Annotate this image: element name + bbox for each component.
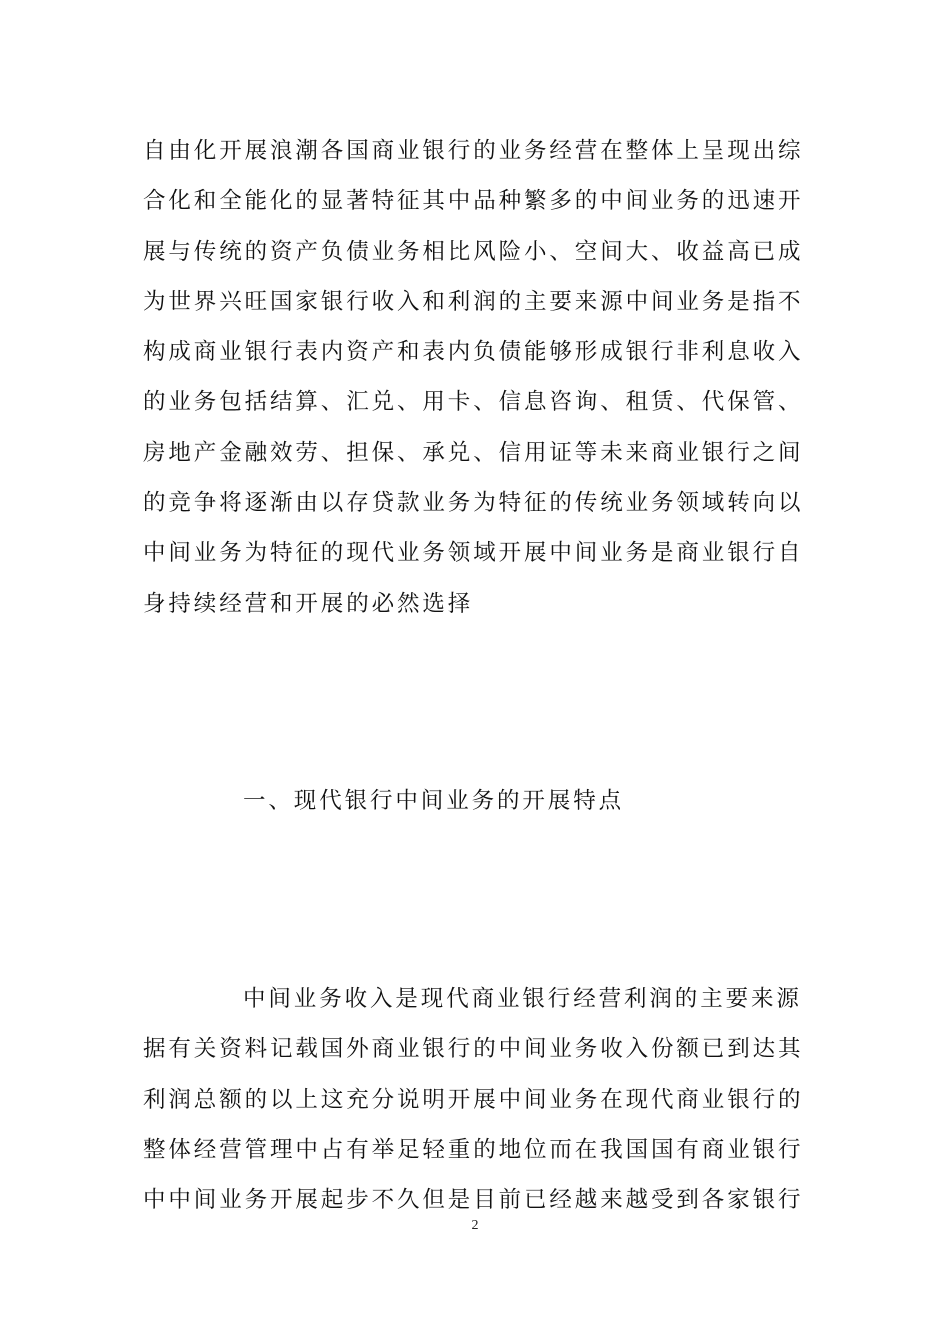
paragraph-line: 构成商业银行表内资产和表内负债能够形成银行非利息收入 [143,339,804,366]
paragraph-line: 利润总额的以上这充分说明开展中间业务在现代商业银行的 [143,1086,804,1113]
paragraph-line: 的竞争将逐渐由以存贷款业务为特征的传统业务领域转向以 [143,490,804,517]
paragraph-line: 房地产金融效劳、担保、承兑、信用证等未来商业银行之间 [143,439,804,466]
paragraph-line: 身持续经营和开展的必然选择 [143,590,474,617]
paragraph-line: 为世界兴旺国家银行收入和利润的主要来源中间业务是指不 [143,288,804,315]
section-heading: 一、现代银行中间业务的开展特点 [243,788,625,814]
paragraph-line: 的业务包括结算、汇兑、用卡、信息咨询、租赁、代保管、 [143,389,804,416]
body-paragraph-2 [143,974,823,1225]
paragraph-line: 整体经营管理中占有举足轻重的地位而在我国国有商业银行 [143,1136,804,1163]
paragraph-line: 合化和全能化的显著特征其中品种繁多的中间业务的迅速开 [143,188,804,215]
paragraph-line: 展与传统的资产负债业务相比风险小、空间大、收益高已成 [143,238,804,265]
paragraph-first-line: 中间业务收入是现代商业银行经营利润的主要来源 [243,986,802,1012]
body-paragraph-1 [143,126,823,629]
paragraph-line: 中中间业务开展起步不久但是目前已经越来越受到各家银行 [143,1187,804,1214]
paragraph-line: 据有关资料记载国外商业银行的中间业务收入份额已到达其 [143,1036,804,1063]
paragraph-line: 自由化开展浪潮各国商业银行的业务经营在整体上呈现出综 [143,138,804,164]
page-number: 2 [471,1218,479,1233]
paragraph-line: 中间业务为特征的现代业务领域开展中间业务是商业银行自 [143,540,804,567]
